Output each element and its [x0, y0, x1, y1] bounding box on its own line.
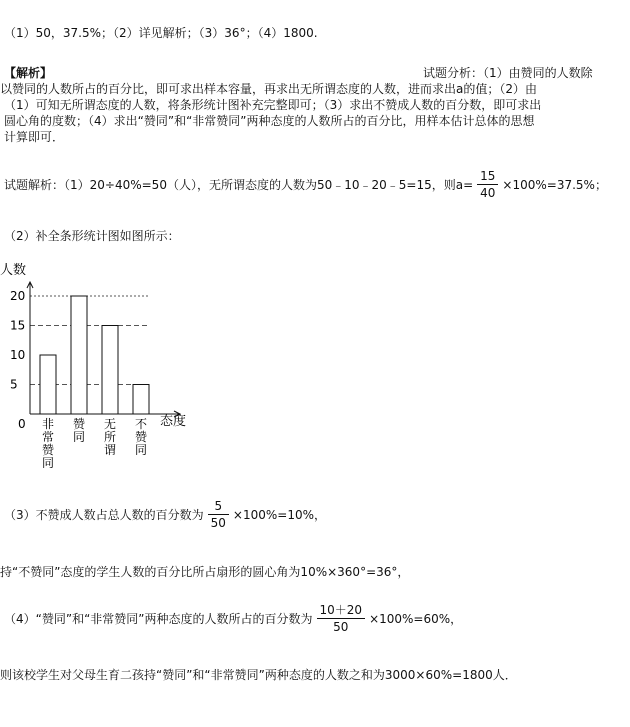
- bar-1: [40, 355, 56, 414]
- part3-denominator: 50: [208, 514, 229, 531]
- y-tick-label: 10: [10, 348, 26, 362]
- x-category-label-char: 谓: [104, 443, 117, 457]
- analysis-text-4: 圆心角的度数；（4）求出“赞同”和“非常赞同”两种态度的人数所占的百分比，用样本估计总体的思想: [4, 114, 535, 128]
- part4-fraction: [317, 602, 366, 635]
- bar-2: [71, 296, 87, 414]
- analysis-text-1: （1）由赞同的人数除: [483, 66, 593, 80]
- solution-part1: [4, 168, 607, 201]
- part4-numerator: 10＋20: [319, 603, 363, 617]
- solution-part3: [4, 498, 326, 531]
- chart-xlabels: [42, 416, 148, 470]
- solution-part3-line2: 持“不赞同”态度的学生人数的百分比所占扇形的圆心角为10%×360°=36°，: [0, 565, 410, 579]
- part3-fraction: [208, 498, 229, 531]
- x-category-label-char: 所: [104, 430, 117, 444]
- y-tick-label: 5: [10, 377, 18, 392]
- x-category-label-char: 赞: [42, 443, 55, 457]
- part4-prefix: （4）“赞同”和“非常赞同”两种态度的人数所占的百分数为: [4, 612, 313, 626]
- chart-xlabel: 态度: [160, 414, 187, 429]
- part3-suffix: ×100%=10%，: [232, 508, 327, 522]
- x-category-label-char: 赞: [135, 430, 148, 444]
- answer-line: （1）50，37.5%；（2）详见解析；（3）36°；（4）1800.: [4, 26, 318, 40]
- chart-yticks: [10, 289, 26, 431]
- y-tick-label: 0: [18, 417, 26, 431]
- part1-prefix: 试题解析：（1）20÷40%=50（人），无所谓态度的人数为50﹣10﹣20﹣5=15，则a=: [4, 178, 474, 192]
- part4-suffix: ×100%=60%，: [369, 612, 463, 626]
- x-category-label-char: 不: [135, 417, 148, 431]
- analysis-text-2: 以赞同的人数所占的百分比，即可求出样本容量，再求出无所谓态度的人数，进而求出a的值；（2）由: [0, 82, 537, 96]
- part1-denominator: 40: [477, 184, 498, 201]
- y-tick-label: 20: [10, 289, 26, 303]
- analysis-text-3: （1）可知无所谓态度的人数，将条形统计图补充完整即可；（3）求出不赞成人数的百分数，即可求出: [4, 98, 542, 112]
- x-category-label-char: 同: [135, 443, 148, 457]
- part1-fraction: [477, 168, 498, 201]
- part4-denominator: 50: [317, 618, 366, 635]
- analysis-label: 试题分析：: [423, 66, 484, 80]
- y-tick-label: 15: [10, 318, 26, 333]
- x-category-label-char: 无: [104, 417, 117, 431]
- analysis-text-5: 计算即可．: [4, 130, 65, 144]
- x-category-label-char: 常: [42, 430, 55, 444]
- x-category-label-char: 同: [73, 430, 86, 444]
- chart-bars: [40, 296, 149, 414]
- analysis-first-line: [423, 65, 593, 81]
- part1-suffix: ×100%=37.5%；: [502, 178, 607, 192]
- bar-4: [133, 385, 149, 415]
- x-category-label-char: 同: [42, 456, 55, 470]
- bar-chart: [0, 262, 200, 472]
- solution-part2: （2）补全条形统计图如图所示：: [4, 229, 180, 243]
- analysis-heading: 【解析】: [4, 66, 53, 80]
- x-category-label-char: 赞: [73, 417, 86, 431]
- solution-part4: [4, 602, 462, 635]
- bar-3: [102, 326, 118, 415]
- part3-prefix: （3）不赞成人数占总人数的百分数为: [4, 508, 204, 522]
- solution-part4-line2: 则该校学生对父母生育二孩持“赞同”和“非常赞同”两种态度的人数之和为3000×60%=1800人．: [0, 668, 517, 682]
- x-category-label-char: 非: [42, 417, 55, 431]
- part3-numerator: 5: [214, 499, 223, 513]
- chart-ylabel: 人数: [0, 263, 27, 278]
- part1-numerator: 15: [480, 169, 496, 183]
